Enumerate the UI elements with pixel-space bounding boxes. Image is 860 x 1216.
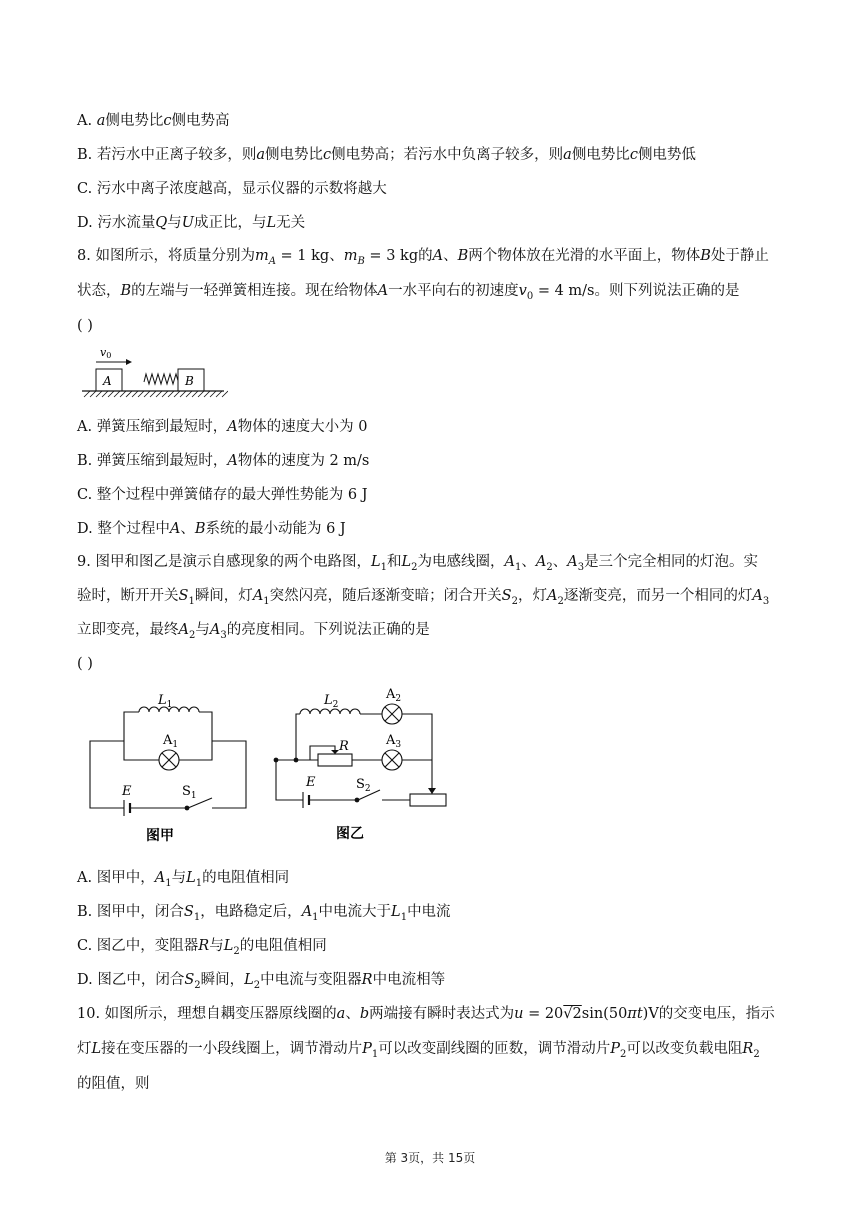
main-rheostat-slider-arrow: [428, 788, 436, 794]
hatch-line: [222, 391, 228, 397]
l2-label: $L_2$: [324, 693, 339, 710]
q10-stem-line-1: 10. 如图所示，理想自耦变压器原线圈的a、b两端接有瞬时表达式为u = 20√2sin(50πt)V的交变电压，指示: [77, 1006, 775, 1022]
hatch-line: [186, 391, 192, 397]
q10-stem-line-3: 的阻值，则: [77, 1076, 150, 1092]
q8-block-a-label: A: [103, 374, 112, 388]
hatch-line: [198, 391, 204, 397]
q8-stem-line-2: 状态，B的左端与一轻弹簧相连接。现在给物体A一水平向右的初速度$v_0 = 4$ m/s。则下列说法正确的是: [77, 283, 740, 302]
hatch-line: [138, 391, 144, 397]
hatch-line: [168, 391, 174, 397]
hatch-line: [156, 391, 162, 397]
e-label: E: [122, 784, 132, 799]
q7-option-c: C. 污水中离子浓度越高，显示仪器的示数将越大: [77, 181, 387, 197]
hatch-line: [162, 391, 168, 397]
q7-option-b: B. 若污水中正离子较多，则a侧电势比c侧电势高；若污水中负离子较多，则a侧电势比c侧电势低: [77, 147, 696, 163]
q9-option-c: C. 图乙中，变阻器R与$L_2$的电阻值相同: [77, 938, 327, 957]
hatch-line: [114, 391, 120, 397]
r-rheostat: [318, 754, 352, 766]
q9-figure-jia: [84, 688, 254, 848]
q8-option-a: A. 弹簧压缩到最短时，A物体的速度大小为 0: [77, 419, 368, 435]
s2-label: $S_2$: [356, 777, 371, 794]
hatch-line: [210, 391, 216, 397]
hatch-line: [84, 391, 90, 397]
q9-stem-line-2: 验时，断开开关$S_1$瞬间，灯$A_1$突然闪亮，随后逐渐变暗；闭合开关$S_2$，灯$A_2$逐渐变亮，而另一个相同的灯$A_3$: [77, 588, 770, 607]
q10-stem-line-2: 灯L接在变压器的一小段线圈上，调节滑动片$P_1$可以改变副线圈的匝数，调节滑动片$P_2$可以改变负载电阻$R_2$: [77, 1041, 760, 1060]
junction-dot: [274, 758, 279, 763]
q7-option-d: D. 污水流量Q与U成正比，与L无关: [77, 215, 306, 231]
r-rheostat-slider-arrow: [331, 750, 339, 754]
hatch-line: [102, 391, 108, 397]
hatch-line: [174, 391, 180, 397]
q8-velocity-arrowhead: [126, 359, 132, 365]
hatch-line: [90, 391, 96, 397]
e-label: E: [306, 775, 316, 790]
q8-option-d: D. 整个过程中A、B系统的最小动能为 6 J: [77, 521, 346, 537]
q9-option-d: D. 图乙中，闭合$S_2$瞬间，$L_2$中电流与变阻器R中电流相等: [77, 972, 446, 991]
q8-v0-label: v0: [100, 346, 112, 360]
q8-figure: [78, 342, 228, 404]
hatch-line: [144, 391, 150, 397]
junction-dot: [294, 758, 299, 763]
a2-label: $A_2$: [386, 687, 402, 704]
figure-jia-caption: 图甲: [146, 828, 174, 844]
hatch-line: [180, 391, 186, 397]
a3-label: $A_3$: [386, 733, 402, 750]
hatch-line: [192, 391, 198, 397]
l1-label: $L_1$: [158, 693, 173, 710]
figure-yi-caption: 图乙: [336, 826, 364, 842]
q8-stem-line-1: 8. 如图所示，将质量分别为$m_A = 1$ kg、$m_B = 3$ kg的A、B两个物体放在光滑的水平面上，物体B处于静止: [77, 248, 769, 267]
q9-figure-yi: [270, 686, 455, 846]
s2-switch-pivot: [355, 798, 360, 803]
hatch-line: [108, 391, 114, 397]
hatch-line: [126, 391, 132, 397]
s1-label: $S_1$: [182, 784, 197, 801]
q9-answer-paren: ( ): [77, 656, 93, 672]
a1-label: $A_1$: [163, 733, 179, 750]
l2-inductor-coil: [300, 709, 360, 714]
hatch-line: [216, 391, 222, 397]
hatch-line: [132, 391, 138, 397]
q9-option-a: A. 图甲中，$A_1$与$L_1$的电阻值相同: [77, 870, 290, 889]
page-footer: 第 3页，共 15页: [384, 1151, 476, 1165]
q9-stem-line-3: 立即变亮，最终$A_2$与$A_3$的亮度相同。下列说法正确的是: [77, 622, 430, 641]
hatch-line: [120, 391, 126, 397]
q8-ground-hatching: [84, 391, 228, 397]
r-rheostat-slider-wire: [310, 746, 335, 760]
hatch-line: [96, 391, 102, 397]
main-rheostat: [410, 794, 446, 806]
r-label: R: [339, 739, 349, 754]
hatch-line: [204, 391, 210, 397]
q9-stem-line-1: 9. 图甲和图乙是演示自感现象的两个电路图，$L_1$和$L_2$为电感线圈，$A_1$、$A_2$、$A_3$是三个完全相同的灯泡。实: [77, 554, 759, 573]
hatch-line: [150, 391, 156, 397]
q7-option-a: A. a侧电势比c侧电势高: [77, 113, 230, 129]
q8-spring: [144, 374, 181, 384]
q9-option-b: B. 图甲中，闭合$S_1$，电路稳定后，$A_1$中电流大于$L_1$中电流: [77, 904, 451, 923]
q8-option-b: B. 弹簧压缩到最短时，A物体的速度为 2 m/s: [77, 453, 370, 469]
q8-block-b-label: B: [185, 374, 194, 388]
q8-answer-paren: ( ): [77, 318, 93, 334]
s1-switch-pivot: [185, 806, 190, 811]
q8-option-c: C. 整个过程中弹簧储存的最大弹性势能为 6 J: [77, 487, 368, 503]
